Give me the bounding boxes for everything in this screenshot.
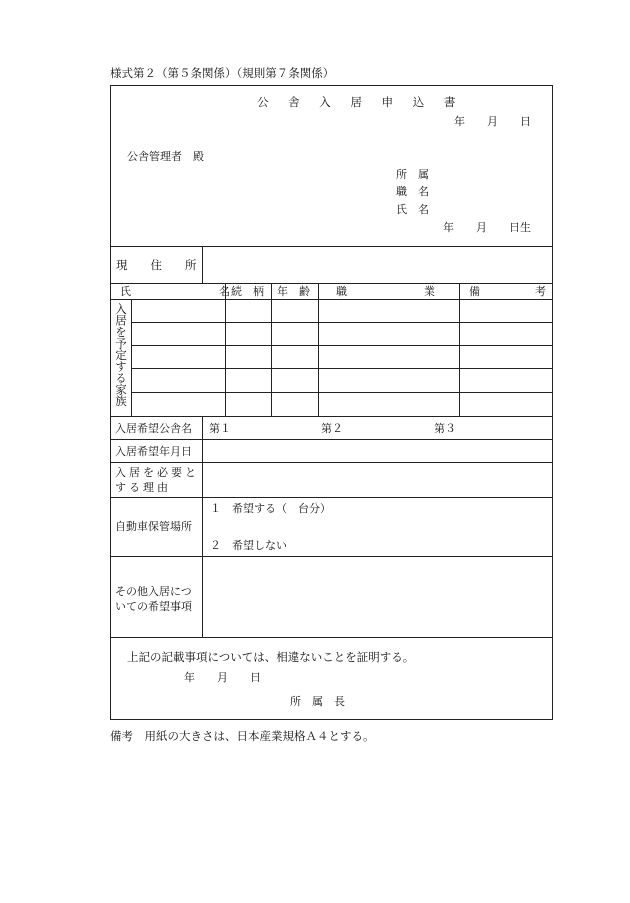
rule-reason xyxy=(110,497,553,498)
rule-address xyxy=(110,283,553,284)
application-date: 年 月 日 xyxy=(454,115,531,128)
parking-label: 自動車保管場所 xyxy=(115,520,192,533)
rule-family-col-job xyxy=(459,283,460,416)
family-header-occupation: 職 業 xyxy=(336,285,435,298)
rule-label-column-lower xyxy=(202,416,203,637)
rule-family-end xyxy=(110,416,553,417)
family-header-age: 年 齢 xyxy=(277,285,310,298)
family-header-relation: 続 柄 xyxy=(231,285,264,298)
rule-family-row-1 xyxy=(131,322,553,323)
desired-housing-label: 入居希望公舎名 xyxy=(115,422,192,435)
desired-housing-first[interactable]: 第１ xyxy=(209,422,231,435)
rule-family-side xyxy=(131,299,132,416)
rule-family-row-4 xyxy=(131,392,553,393)
rule-family-header xyxy=(110,299,553,300)
family-side-label: 入居を予定する家族 xyxy=(114,303,128,407)
form-title: 公 舎 入 居 申 込 書 xyxy=(257,95,464,109)
rule-parking xyxy=(110,556,553,557)
birthdate-label: 年 月 日生 xyxy=(443,221,531,234)
affiliation-label: 所 属 xyxy=(396,168,429,181)
family-header-remarks: 備 考 xyxy=(469,285,546,298)
rule-family-col-relation xyxy=(271,283,272,416)
reason-label: 入居を必要とする理由 xyxy=(115,466,199,494)
certification-statement: 上記の記載事項については、相違ないことを証明する。 xyxy=(127,650,415,664)
desired-housing-second[interactable]: 第２ xyxy=(321,422,343,435)
name-label: 氏 名 xyxy=(396,203,429,216)
current-address-label: 現 住 所 xyxy=(116,258,197,272)
form-header: 様式第２（第５条関係）（規則第７条関係） xyxy=(110,66,335,80)
rule-family-row-3 xyxy=(131,368,553,369)
parking-option-1[interactable]: １ 希望する（ 台分） xyxy=(210,502,331,515)
rule-family-col-name xyxy=(225,283,226,416)
desired-date-label: 入居希望年月日 xyxy=(115,445,192,458)
rule-family-col-age xyxy=(318,283,319,416)
certification-signer: 所 属 長 xyxy=(290,695,345,708)
rule-date xyxy=(110,462,553,463)
rule-other xyxy=(110,637,553,638)
rule-housing xyxy=(110,439,553,440)
parking-option-2[interactable]: ２ 希望しない xyxy=(210,539,287,552)
certification-date: 年 月 日 xyxy=(184,671,261,684)
form-frame xyxy=(110,85,553,720)
position-label: 職 名 xyxy=(396,185,429,198)
desired-housing-third[interactable]: 第３ xyxy=(434,422,456,435)
family-header-name: 氏 名 xyxy=(120,285,230,298)
addressee: 公舎管理者 殿 xyxy=(127,150,204,163)
current-address-field[interactable] xyxy=(203,247,552,283)
rule-family-row-2 xyxy=(131,345,553,346)
other-requests-label: その他入居についての希望事項 xyxy=(115,585,192,613)
footnote: 備考 用紙の大きさは、日本産業規格Ａ４とする。 xyxy=(110,729,375,743)
